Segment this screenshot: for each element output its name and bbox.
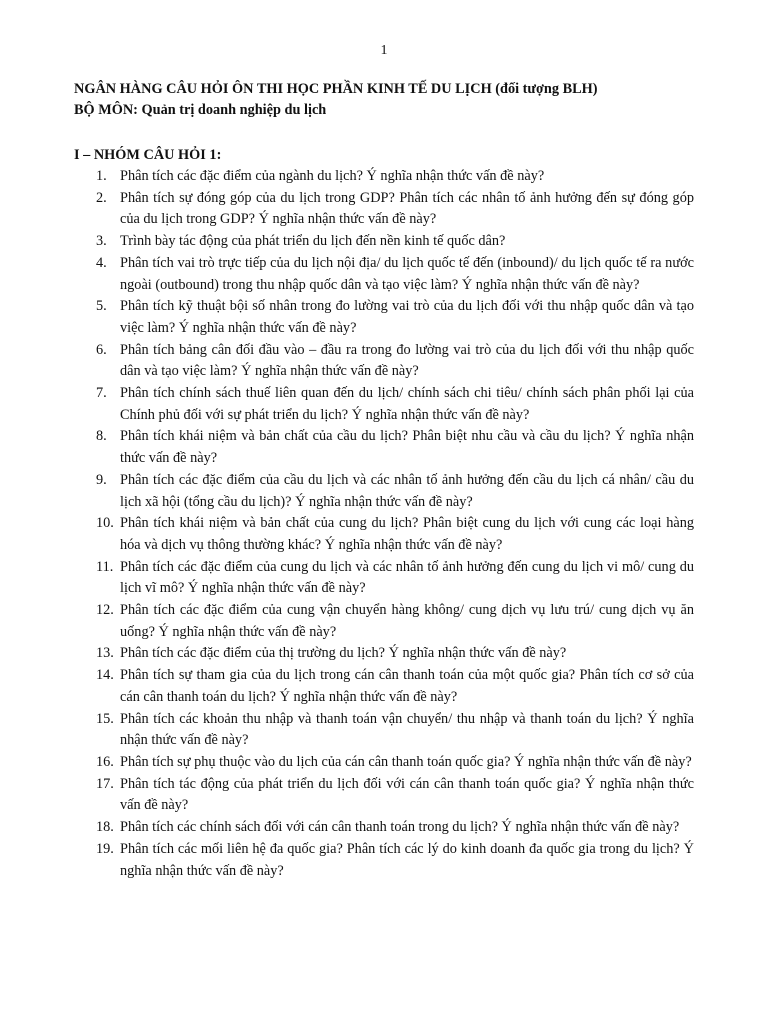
question-item (74, 513, 694, 556)
question-number (74, 774, 120, 817)
question-number-label: 12. (96, 602, 114, 619)
question-number (74, 426, 120, 469)
question-number (74, 231, 120, 253)
department-line: BỘ MÔN: Quản trị doanh nghiệp du lịch (74, 102, 327, 118)
question-item (74, 665, 694, 708)
question-item (74, 557, 694, 600)
question-number (74, 166, 120, 188)
question-number (74, 557, 120, 600)
question-item (74, 774, 694, 817)
question-number (74, 470, 120, 513)
question-number (74, 839, 120, 882)
question-text: Phân tích khái niệm và bản chất của cung du lịch? Phân biệt cung du lịch với cung các loại hàng hóa và dịch vụ thông thường khác? Ý nghĩa nhận thức vấn đề này? (120, 515, 694, 553)
question-number-label: 1. (96, 168, 107, 184)
question-item (74, 839, 694, 882)
question-item (74, 817, 694, 839)
question-text: Phân tích bảng cân đối đầu vào – đầu ra trong đo lường vai trò của du lịch đối với thu nhập quốc dân và tạo việc làm? Ý nghĩa nhận thức vấn đề này? (120, 341, 694, 380)
question-number (74, 709, 120, 752)
question-item (74, 600, 694, 643)
question-number (74, 383, 120, 426)
question-number (74, 340, 120, 383)
question-number (74, 817, 120, 839)
question-number-label: 2. (96, 189, 107, 206)
question-item (74, 296, 694, 339)
question-number (74, 665, 120, 708)
question-text: Phân tích các đặc điểm của cung du lịch và các nhân tố ảnh hưởng đến cung du lịch vi mô/ cung du lịch vĩ mô? Ý nghĩa nhận thức vấn đề này? (120, 558, 694, 597)
question-item (74, 426, 694, 469)
question-number (74, 600, 120, 643)
question-item (74, 709, 694, 752)
question-text: Phân tích các chính sách đối với cán cân thanh toán trong du lịch? Ý nghĩa nhận thức vấn đề này? (120, 819, 680, 836)
question-item (74, 340, 694, 383)
question-number-label: 11. (96, 558, 114, 575)
question-text: Trình bày tác động của phát triển du lịch đến nền kinh tế quốc dân? (120, 233, 506, 250)
question-number-label: 13. (96, 645, 114, 662)
question-number (74, 296, 120, 339)
document-title: NGÂN HÀNG CÂU HỎI ÔN THI HỌC PHẦN KINH TẾ DU LỊCH (đối tượng BLH) (74, 81, 598, 97)
question-number-label: 4. (96, 254, 107, 271)
question-item (74, 643, 694, 665)
question-item (74, 166, 694, 188)
question-number (74, 253, 120, 296)
question-text: Phân tích các đặc điểm của thị trường du lịch? Ý nghĩa nhận thức vấn đề này? (120, 645, 567, 662)
question-number-label: 16. (96, 753, 114, 770)
page-number: 1 (380, 43, 388, 58)
question-text: Phân tích chính sách thuế liên quan đến du lịch/ chính sách chi tiêu/ chính sách phân phối lại của Chính phủ đối với sự phát triển du lịch? Ý nghĩa nhận thức vấn đề này? (120, 385, 694, 423)
question-text: Phân tích các khoản thu nhập và thanh toán vận chuyển/ thu nhập và thanh toán du lịch? Ý nghĩa nhận thức vấn đề này? (120, 710, 694, 749)
question-number-label: 17. (96, 775, 114, 792)
question-text: Phân tích các đặc điểm của ngành du lịch? Ý nghĩa nhận thức vấn đề này? (120, 168, 545, 184)
question-text: Phân tích tác động của phát triển du lịch đối với cán cân thanh toán quốc gia? Ý nghĩa nhận thức vấn đề này? (120, 775, 694, 814)
question-item (74, 752, 694, 774)
question-number-label: 9. (96, 471, 107, 488)
question-number-label: 7. (96, 385, 107, 402)
question-text: Phân tích sự đóng góp của du lịch trong GDP? Phân tích các nhân tố ảnh hưởng đến sự đóng góp của du lịch trong GDP? Ý nghĩa nhận thức vấn đề này? (120, 189, 694, 228)
question-number (74, 188, 120, 231)
document-header (74, 79, 714, 121)
question-text: Phân tích các đặc điểm của cầu du lịch và các nhân tố ảnh hưởng đến cầu du lịch cá nhân/ cầu du lịch xã hội (tổng cầu du lịch)? Ý nghĩa nhận thức vấn đề này? (120, 471, 694, 510)
question-number (74, 643, 120, 665)
question-number-label: 6. (96, 341, 107, 358)
question-text: Phân tích kỹ thuật bội số nhân trong đo lường vai trò của du lịch đối với thu nhập quốc dân và tạo việc làm? Ý nghĩa nhận thức vấn đề này? (120, 298, 694, 336)
question-number (74, 752, 120, 774)
question-number-label: 19. (96, 840, 114, 857)
question-item (74, 253, 694, 296)
question-item (74, 188, 694, 231)
question-item (74, 470, 694, 513)
question-text: Phân tích các đặc điểm của cung vận chuyển hàng không/ cung dịch vụ lưu trú/ cung dịch vụ ăn uống? Ý nghĩa nhận thức vấn đề này? (120, 602, 694, 640)
question-number-label: 3. (96, 233, 107, 250)
question-number (74, 513, 120, 556)
question-number-label: 18. (96, 819, 114, 836)
question-number-label: 14. (96, 667, 114, 684)
question-text: Phân tích sự tham gia của du lịch trong cán cân thanh toán của một quốc gia? Phân tích cơ sở của cán cân thanh toán du lịch? Ý nghĩa nhận thức vấn đề này? (120, 667, 694, 705)
question-number-label: 8. (96, 428, 107, 445)
question-text: Phân tích các mối liên hệ đa quốc gia? Phân tích các lý do kinh doanh đa quốc gia trong du lịch? Ý nghĩa nhận thức vấn đề này? (120, 840, 694, 879)
question-number-label: 15. (96, 710, 114, 727)
question-item (74, 383, 694, 426)
question-text: Phân tích khái niệm và bản chất của cầu du lịch? Phân biệt nhu cầu và cầu du lịch? Ý nghĩa nhận thức vấn đề này? (120, 428, 694, 467)
question-number-label: 5. (96, 298, 107, 315)
question-text: Phân tích sự phụ thuộc vào du lịch của cán cân thanh toán quốc gia? Ý nghĩa nhận thức vấn đề này? (120, 753, 692, 770)
question-number-label: 10. (96, 515, 114, 532)
section-heading: I – NHÓM CÂU HỎI 1: (74, 147, 222, 163)
question-list (74, 166, 694, 882)
question-item (74, 231, 694, 253)
question-text: Phân tích vai trò trực tiếp của du lịch nội địa/ du lịch quốc tế đến (inbound)/ du lịch quốc tế ra nước ngoài (outbound) trong thu nhập quốc dân và tạo việc làm? Ý nghĩa nhận thức vấn đề này? (120, 254, 694, 293)
